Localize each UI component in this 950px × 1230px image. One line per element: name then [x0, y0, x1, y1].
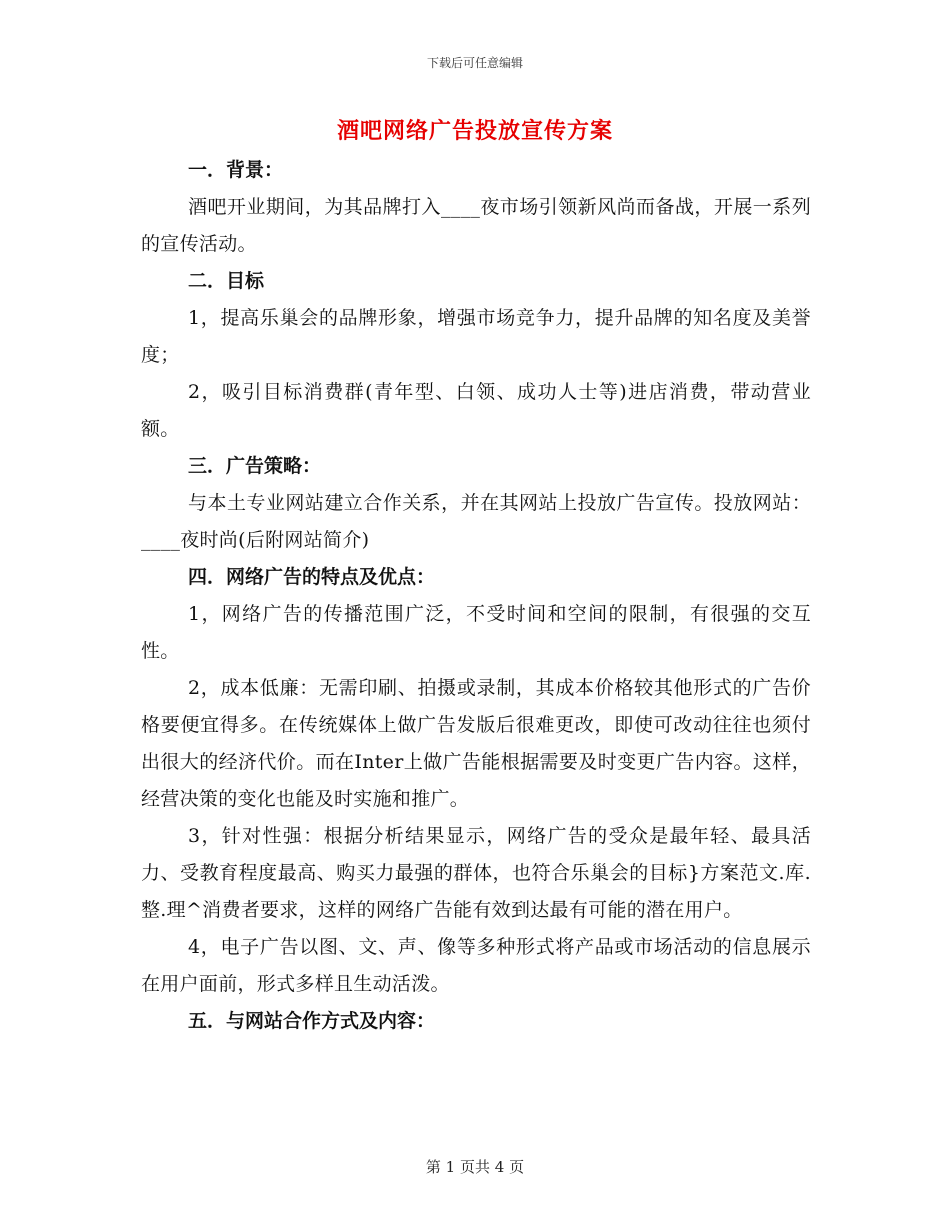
paragraph: 酒吧开业期间，为其品牌打入____夜市场引领新风尚而备战，开展一系列的宣传活动。	[141, 196, 811, 255]
section-heading: 三．广告策略：	[188, 455, 322, 477]
document-body	[141, 152, 811, 1040]
paragraph: 4，电子广告以图、文、声、像等多种形式将产品或市场活动的信息展示在用户面前，形式多样且生动活泼。	[141, 936, 811, 995]
section-heading: 四．网络广告的特点及优点：	[188, 566, 436, 588]
paragraph: 1，网络广告的传播范围广泛，不受时间和空间的限制，有很强的交互性。	[141, 603, 811, 662]
paragraph: 3，针对性强：根据分析结果显示，网络广告的受众是最年轻、最具活力、受教育程度最高、购买力最强的群体，也符合乐巢会的目标}方案范文.库.整.理^消费者要求，这样的网络广告能有效到达最有可能的潜在用户。	[141, 825, 811, 921]
paragraph: 与本土专业网站建立合作关系，并在其网站上投放广告宣传。投放网站：____夜时尚(后附网站简介)	[141, 492, 811, 551]
document-title: 酒吧网络广告投放宣传方案	[336, 118, 613, 144]
section-ad-features	[141, 559, 811, 1003]
section-background	[141, 152, 811, 263]
section-heading: 五．与网站合作方式及内容：	[188, 1010, 436, 1032]
paragraph: 2，吸引目标消费群(青年型、白领、成功人士等)进店消费，带动营业额。	[141, 381, 811, 440]
section-goals	[141, 263, 811, 448]
section-ad-strategy	[141, 448, 811, 559]
page-header-note: 下载后可任意编辑	[426, 56, 523, 70]
section-heading: 二．目标	[188, 270, 265, 292]
paragraph: 1，提高乐巢会的品牌形象，增强市场竞争力，提升品牌的知名度及美誉度；	[141, 307, 811, 366]
page-number: 第 1 页共 4 页	[425, 1158, 525, 1176]
section-heading: 一．背景：	[188, 159, 284, 181]
section-cooperation	[141, 1003, 811, 1040]
paragraph: 2，成本低廉：无需印刷、拍摄或录制，其成本价格较其他形式的广告价格要便宜得多。在传统媒体上做广告发版后很难更改，即使可改动往往也须付出很大的经济代价。而在Inter上做广告能根据需要及时变更广告内容。这样，经营决策的变化也能及时实施和推广。	[141, 677, 811, 810]
